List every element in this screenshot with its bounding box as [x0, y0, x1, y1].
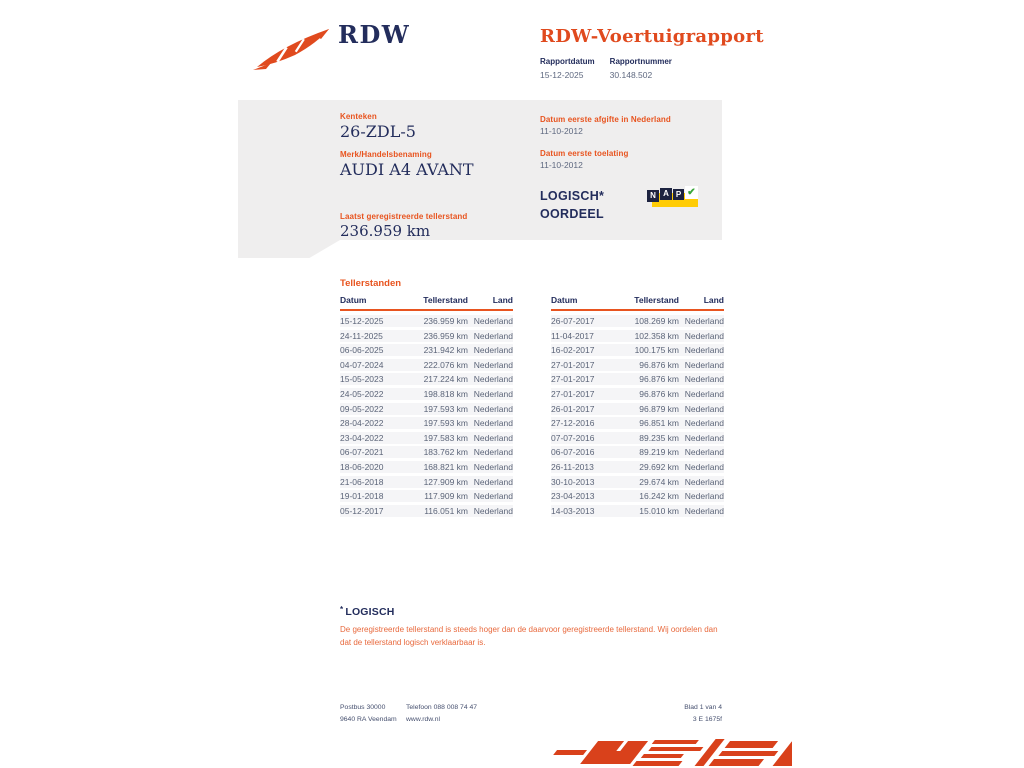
table-cell: 183.762 km: [423, 447, 468, 458]
table-cell: 26-11-2013: [551, 461, 594, 472]
table-row: [551, 461, 724, 473]
table-cell: 197.583 km: [423, 432, 468, 443]
table-cell: 236.959 km: [423, 316, 468, 326]
table-cell: 18-06-2020: [340, 461, 384, 472]
table-row: [340, 505, 513, 517]
merk-value: AUDI A4 AVANT: [340, 160, 474, 179]
table-cell: 07-07-2016: [551, 432, 595, 443]
vehicle-info-panel: [238, 100, 722, 240]
bottom-stripe-graphic: [540, 736, 792, 768]
table-row: [551, 359, 724, 371]
table-cell: 96.851 km: [639, 418, 679, 429]
table-cell: Nederland: [473, 388, 513, 399]
nap-logo: [647, 185, 699, 209]
table-cell: Nederland: [684, 432, 724, 443]
table-cell: 89.235 km: [639, 432, 679, 443]
report-meta: [540, 57, 672, 80]
table-row: [340, 359, 513, 371]
table-row: [551, 373, 724, 385]
afgifte-label: Datum eerste afgifte in Nederland: [540, 115, 671, 124]
table-cell: 06-07-2016: [551, 447, 595, 458]
table-cell: 28-04-2022: [340, 418, 384, 429]
table-cell: 89.219 km: [639, 447, 679, 458]
table-cell: Nederland: [684, 316, 724, 326]
footer-page-info: [620, 702, 722, 726]
table-cell: 04-07-2024: [340, 359, 384, 370]
table-row: [551, 432, 724, 444]
footer-address: [340, 702, 397, 726]
toelating-label: Datum eerste toelating: [540, 149, 629, 158]
table-cell: Nederland: [473, 403, 513, 414]
table-cell: 05-12-2017: [340, 505, 384, 516]
table-cell: 236.959 km: [423, 330, 468, 341]
table-cell: Nederland: [684, 345, 724, 356]
table-row: [551, 446, 724, 458]
table-cell: 27-01-2017: [551, 374, 595, 385]
tellerstand-value: 236.959 km: [340, 222, 431, 240]
report-date-block: [540, 57, 595, 80]
tellerstanden-section: [340, 278, 724, 519]
table-cell: 24-05-2022: [340, 388, 384, 399]
table-cell: Nederland: [473, 491, 513, 502]
table-cell: 29.674 km: [639, 476, 679, 487]
footer-contact: [406, 702, 477, 726]
report-number-label: Rapportnummer: [609, 57, 672, 66]
footnote-title: [340, 605, 728, 618]
table-row: [340, 446, 513, 458]
footer-phone: Telefoon 088 008 74 47: [406, 704, 478, 711]
col-datum: Datum: [340, 295, 367, 305]
odometer-table-left: [340, 295, 513, 519]
table-row: [551, 476, 724, 488]
logisch-footnote: [340, 605, 728, 649]
table-header: [340, 295, 513, 311]
table-cell: 16-02-2017: [551, 345, 595, 356]
col-tellerstand: Tellerstand: [423, 295, 468, 305]
col-tellerstand: Tellerstand: [634, 295, 679, 305]
table-cell: Nederland: [684, 330, 724, 341]
afgifte-value: 11-10-2012: [540, 126, 583, 136]
table-cell: 09-05-2022: [340, 403, 384, 414]
nap-checkmark-icon: ✔: [685, 186, 698, 199]
table-cell: 11-04-2017: [551, 330, 594, 341]
table-cell: Nederland: [684, 403, 724, 414]
nap-letter-a: A: [660, 188, 672, 200]
tellerstand-label: Laatst geregistreerde tellerstand: [340, 212, 468, 221]
table-cell: 127.909 km: [423, 476, 468, 487]
table-cell: Nederland: [473, 374, 513, 385]
footer-form-code: 3 E 1675f: [692, 716, 722, 723]
table-cell: 15.010 km: [639, 505, 679, 516]
table-cell: 96.876 km: [639, 359, 679, 370]
table-row: [551, 403, 724, 415]
table-cell: 96.876 km: [639, 388, 679, 399]
kenteken-value: 26-ZDL-5: [340, 122, 416, 141]
table-cell: 06-07-2021: [340, 447, 384, 458]
table-row: [551, 490, 724, 502]
table-cell: Nederland: [473, 447, 513, 458]
table-row: [340, 388, 513, 400]
table-cell: 06-06-2025: [340, 345, 384, 356]
table-cell: 15-12-2025: [340, 316, 384, 326]
table-cell: Nederland: [684, 418, 724, 429]
table-cell: 30-10-2013: [551, 476, 595, 487]
table-cell: 23-04-2022: [340, 432, 384, 443]
rdw-feather-logo-icon: [251, 26, 333, 72]
table-cell: 14-03-2013: [551, 505, 595, 516]
table-cell: 108.269 km: [634, 316, 679, 326]
footnote-body: De geregistreerde tellerstand is steeds hoger dan de daarvoor geregistreerde tellerstand. Wij oordelen dan dat de tellerstand logisch verklaarbaar is.: [340, 625, 718, 647]
report-number-value: 30.148.502: [609, 70, 653, 80]
table-cell: 27-01-2017: [551, 388, 595, 399]
table-cell: 102.358 km: [634, 330, 679, 341]
table-cell: Nederland: [473, 418, 513, 429]
table-cell: Nederland: [684, 447, 724, 458]
table-cell: 116.051 km: [424, 505, 468, 516]
table-cell: 26-01-2017: [551, 403, 595, 414]
toelating-value: 11-10-2012: [540, 160, 583, 170]
kenteken-label: Kenteken: [340, 112, 377, 121]
footer-postbus: Postbus 30000: [340, 704, 386, 711]
table-row: [340, 344, 513, 356]
table-cell: 24-11-2025: [340, 330, 383, 341]
rdw-wordmark: RDW: [338, 20, 411, 49]
odometer-table-right: [551, 295, 724, 519]
table-cell: 198.818 km: [423, 388, 468, 399]
table-cell: Nederland: [684, 491, 724, 502]
col-datum: Datum: [551, 295, 578, 305]
panel-notch: [238, 240, 340, 258]
table-row: [551, 344, 724, 356]
table-cell: Nederland: [473, 432, 513, 443]
table-cell: Nederland: [473, 330, 513, 341]
merk-label: Merk/Handelsbenaming: [340, 150, 432, 159]
footer-city: 9640 RA Veendam: [340, 716, 397, 723]
table-cell: 96.879 km: [639, 403, 679, 414]
table-row: [340, 490, 513, 502]
table-cell: 217.224 km: [423, 374, 468, 385]
table-cell: 29.692 km: [639, 461, 679, 472]
table-cell: Nederland: [473, 359, 513, 370]
oordeel-verdict: [540, 187, 604, 223]
table-row: [551, 330, 724, 342]
table-cell: Nederland: [684, 476, 724, 487]
table-row: [551, 315, 724, 327]
table-row: [340, 417, 513, 429]
col-land: Land: [703, 295, 724, 305]
report-number-block: [610, 57, 672, 80]
table-cell: Nederland: [473, 505, 513, 516]
table-cell: 26-07-2017: [551, 316, 595, 326]
table-row: [551, 417, 724, 429]
table-row: [340, 432, 513, 444]
footnote-asterisk: *: [340, 605, 344, 614]
table-cell: Nederland: [473, 476, 513, 487]
table-row: [340, 373, 513, 385]
table-row: [340, 461, 513, 473]
table-row: [340, 315, 513, 327]
table-cell: 222.076 km: [423, 359, 468, 370]
table-cell: Nederland: [473, 316, 513, 326]
footer-website: www.rdw.nl: [406, 716, 440, 723]
table-cell: Nederland: [684, 388, 724, 399]
table-cell: Nederland: [684, 461, 724, 472]
table-row: [551, 388, 724, 400]
col-land: Land: [492, 295, 513, 305]
table-cell: Nederland: [684, 505, 724, 516]
table-cell: 27-12-2016: [551, 418, 595, 429]
table-row: [551, 505, 724, 517]
table-cell: Nederland: [684, 359, 724, 370]
table-cell: 15-05-2023: [340, 374, 384, 385]
table-cell: 27-01-2017: [551, 359, 595, 370]
oordeel-line1: LOGISCH*: [540, 189, 605, 203]
report-title: RDW-Voertuigrapport: [540, 26, 764, 47]
table-cell: 16.242 km: [639, 491, 679, 502]
table-cell: Nederland: [473, 345, 513, 356]
table-cell: Nederland: [473, 461, 513, 472]
table-cell: 197.593 km: [423, 403, 468, 414]
table-cell: 231.942 km: [423, 345, 468, 356]
nap-letter-n: N: [647, 190, 659, 202]
table-row: [340, 330, 513, 342]
table-cell: 197.593 km: [423, 418, 468, 429]
table-cell: 19-01-2018: [340, 491, 384, 502]
footer-page-number: Blad 1 van 4: [684, 704, 722, 711]
footnote-title-text: LOGISCH: [345, 606, 395, 618]
table-cell: 21-06-2018: [340, 476, 384, 487]
tellerstanden-title: Tellerstanden: [340, 278, 402, 289]
oordeel-line2: OORDEEL: [540, 207, 604, 221]
table-cell: 168.821 km: [423, 461, 468, 472]
report-date-label: Rapportdatum: [540, 57, 595, 66]
table-cell: 96.876 km: [639, 374, 679, 385]
table-header: [551, 295, 724, 311]
table-row: [340, 476, 513, 488]
table-row: [340, 403, 513, 415]
nap-letter-p: P: [673, 189, 684, 200]
report-date-value: 15-12-2025: [540, 70, 584, 80]
table-cell: 23-04-2013: [551, 491, 595, 502]
table-cell: Nederland: [684, 374, 724, 385]
table-cell: 117.909 km: [424, 491, 468, 502]
table-cell: 100.175 km: [634, 345, 679, 356]
